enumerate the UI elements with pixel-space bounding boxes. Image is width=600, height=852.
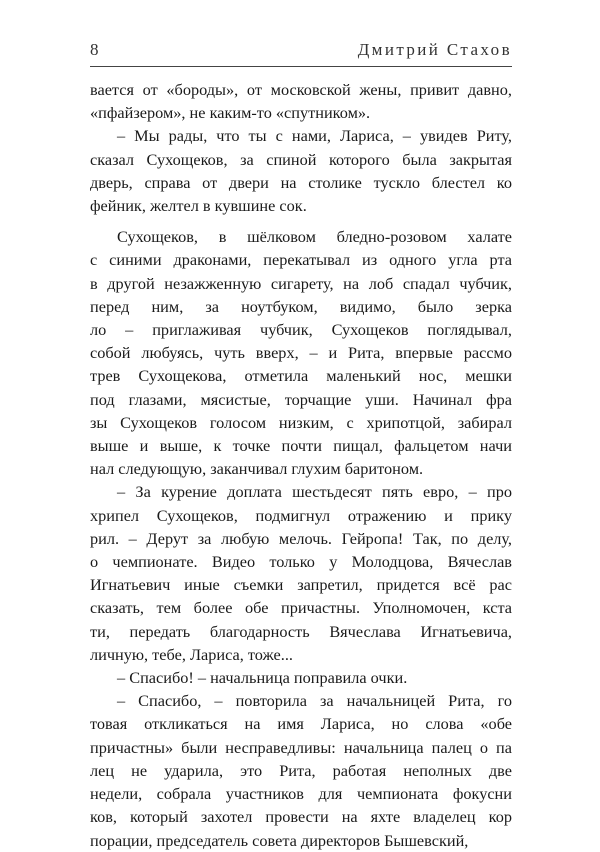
body-text xyxy=(90,78,512,852)
text-line: фейник, желтел в кувшине сок. xyxy=(90,196,307,216)
text-line: недели, собрала участников для чемпионата фокусни xyxy=(90,784,512,804)
text-line: вается от «бороды», от московской жены, привит давно, xyxy=(90,80,512,99)
text-line: о чемпионате. Видео только у Молодцова, Вячеслав xyxy=(90,552,512,572)
text-line: сказать, тем более обе причастны. Уполномочен, кста xyxy=(90,598,512,618)
text-line: рил. – Дерут за любую мелочь. Гейропа! Так, по делу, xyxy=(90,528,512,548)
text-line: хрипел Сухощеков, подмигнул отражению и прику xyxy=(90,505,512,525)
text-line: дверь, справа от двери на столике тускло блестел ко xyxy=(90,172,512,192)
text-line: Сухощеков, в шёлковом бледно-розовом халате xyxy=(117,227,512,247)
text-line: в другой незажженную сигарету, на лоб спадал чубчик, xyxy=(90,273,512,293)
text-line: «пфайзером», не каким-то «спутником». xyxy=(90,103,371,123)
text-line: собой любуясь, чуть вверх, – и Рита, впервые рассмо xyxy=(90,343,512,363)
text-line: сказал Сухощеков, за спиной которого была закрытая xyxy=(90,149,512,169)
text-line: ло – приглаживая чубчик, Сухощеков поглядывал, xyxy=(90,320,512,340)
text-line: – Спасибо! – начальница поправила очки. xyxy=(117,668,408,688)
text-line: под глазами, мясистые, торчащие уши. Начинал фра xyxy=(90,389,512,409)
text-line: Игнатьевич иные съемки запретил, придется всё рас xyxy=(90,575,512,595)
text-line: ков, который захотел провести на яхте владелец кор xyxy=(90,807,512,827)
text-line: – Спасибо, – повторила за начальницей Рита, го xyxy=(117,691,512,711)
text-line: перед ним, за ноутбуком, видимо, было зерка xyxy=(90,296,512,316)
text-line: причастны» были несправедливы: начальница палец о па xyxy=(90,737,512,757)
running-header xyxy=(90,40,512,60)
text-line: зы Сухощеков голосом низким, с хрипотцой, забирал xyxy=(90,412,512,432)
text-line: товая откликаться на имя Лариса, но слова «обе xyxy=(90,714,512,734)
text-line: порации, председатель совета директоров Бышевский, xyxy=(90,830,469,850)
paragraph-gap xyxy=(90,217,512,225)
header-rule xyxy=(90,66,512,67)
text-line: – Мы рады, что ты с нами, Лариса, – увидев Риту, xyxy=(117,126,512,146)
text-line: выше и выше, к точке почти пищал, фальцетом начи xyxy=(90,436,512,456)
text-line: ти, передать благодарность Вячеслава Игнатьевича, xyxy=(90,621,512,641)
page-number: 8 xyxy=(90,40,99,59)
text-line: нал следующую, заканчивал глухим баритоном. xyxy=(90,459,424,479)
text-line: трев Сухощекова, отметила маленький нос, мешки xyxy=(90,366,512,386)
text-line: с синими драконами, перекатывал из одного угла рта xyxy=(90,250,512,270)
text-line: личную, тебе, Лариса, тоже... xyxy=(90,644,293,664)
text-line: лец не ударила, это Рита, работая неполных две xyxy=(90,760,512,780)
running-header-author: Дмитрий Стахов xyxy=(357,40,512,59)
text-line: – За курение доплата шестьдесят пять евро, – про xyxy=(117,482,512,502)
